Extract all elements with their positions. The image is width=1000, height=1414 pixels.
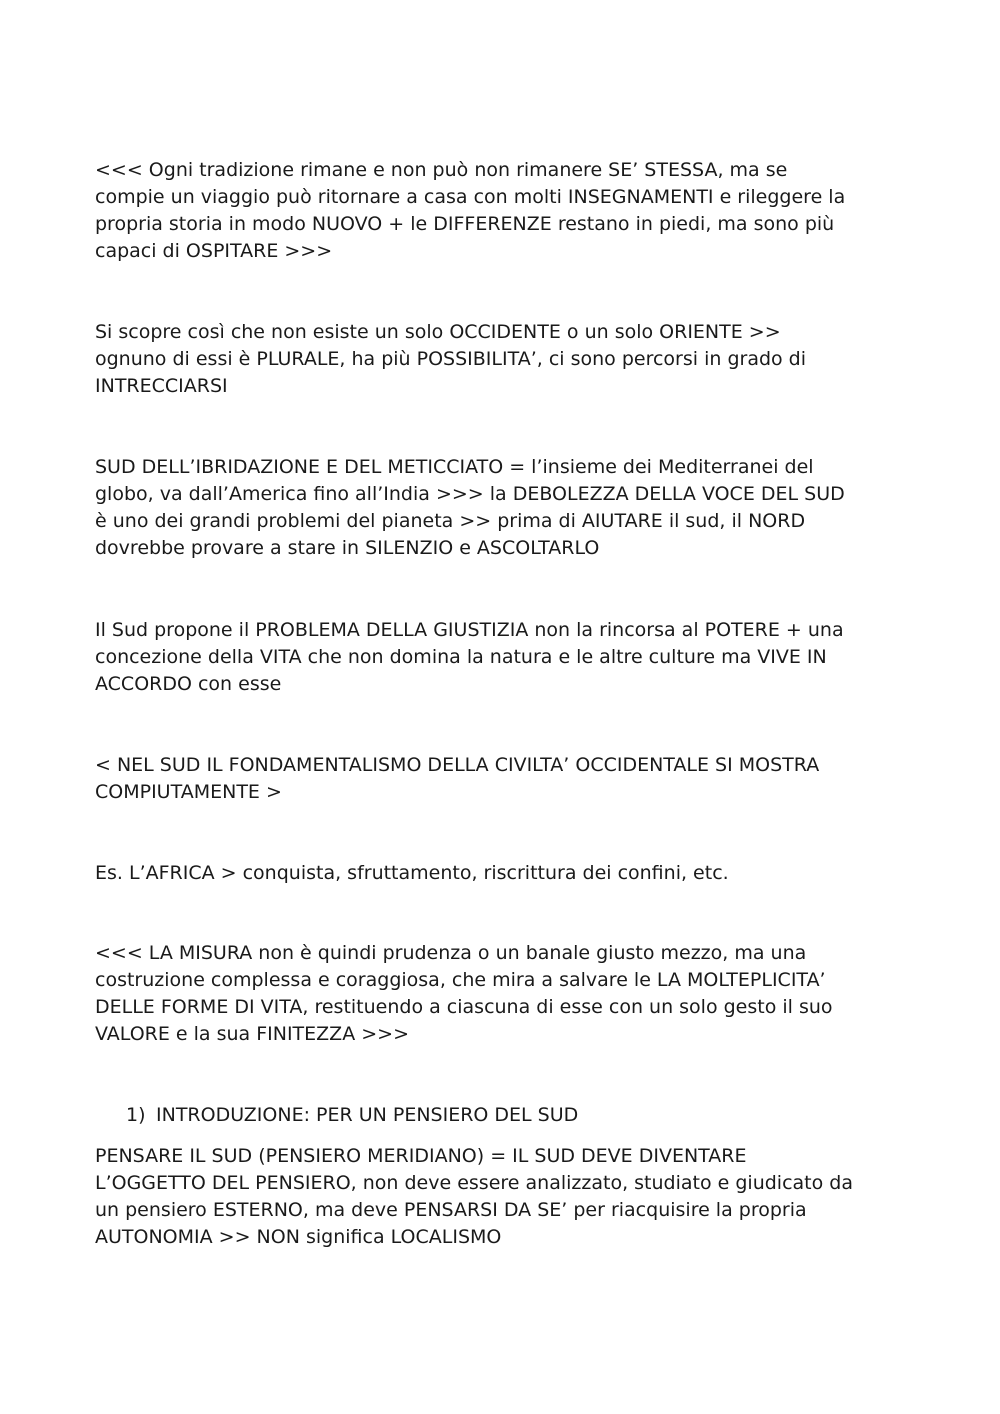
text-line: L’OGGETTO DEL PENSIERO, non deve essere analizzato, studiato e giudicato da (95, 1172, 853, 1194)
text-line: propria storia in modo NUOVO + le DIFFERENZE restano in piedi, ma sono più (95, 213, 835, 235)
text-line: dovrebbe provare a stare in SILENZIO e ASCOLTARLO (95, 537, 600, 559)
paragraph-occidente-oriente (95, 319, 910, 400)
heading-text: INTRODUZIONE: PER UN PENSIERO DEL SUD (156, 1104, 579, 1126)
text-line: un pensiero ESTERNO, ma deve PENSARSI DA SE’ per riacquisire la propria (95, 1199, 807, 1221)
text-line: è uno dei grandi problemi del pianeta >> prima di AIUTARE il sud, il NORD (95, 510, 806, 532)
text-line: ACCORDO con esse (95, 673, 282, 695)
text-line: ognuno di essi è PLURALE, ha più POSSIBILITA’, ci sono percorsi in grado di (95, 348, 807, 370)
text-line: globo, va dall’America fino all’India >>> la DEBOLEZZA DELLA VOCE DEL SUD (95, 483, 845, 505)
paragraph-tradizione (95, 157, 910, 265)
text-line: Si scopre così che non esiste un solo OCCIDENTE o un solo ORIENTE >> (95, 321, 781, 343)
text-line: INTRECCIARSI (95, 375, 228, 397)
text-line: DELLE FORME DI VITA, restituendo a ciascuna di esse con un solo gesto il suo (95, 996, 833, 1018)
paragraph-misura (95, 940, 910, 1048)
text-line: VALORE e la sua FINITEZZA >>> (95, 1023, 409, 1045)
text-line: concezione della VITA che non domina la natura e le altre culture ma VIVE IN (95, 646, 827, 668)
heading-number: 1) (126, 1104, 146, 1126)
text-line: costruzione complessa e coraggiosa, che mira a salvare le LA MOLTEPLICITA’ (95, 969, 826, 991)
paragraph-pensare-il-sud (95, 1143, 910, 1251)
text-line: capaci di OSPITARE >>> (95, 240, 333, 262)
text-line: <<< LA MISURA non è quindi prudenza o un banale giusto mezzo, ma una (95, 942, 807, 964)
paragraph-sud-ibridazione (95, 454, 910, 562)
text-line: AUTONOMIA >> NON significa LOCALISMO (95, 1226, 502, 1248)
text-line: COMPIUTAMENTE > (95, 781, 282, 803)
paragraph-africa (95, 860, 910, 887)
text-line: compie un viaggio può ritornare a casa con molti INSEGNAMENTI e rileggere la (95, 186, 846, 208)
text-line: <<< Ogni tradizione rimane e non può non rimanere SE’ STESSA, ma se (95, 159, 788, 181)
text-line: SUD DELL’IBRIDAZIONE E DEL METICCIATO = l’insieme dei Mediterranei del (95, 456, 814, 478)
text-line: Il Sud propone il PROBLEMA DELLA GIUSTIZIA non la rincorsa al POTERE + una (95, 619, 844, 641)
text-line: Es. L’AFRICA > conquista, sfruttamento, riscrittura dei confini, etc. (95, 862, 729, 884)
paragraph-fondamentalismo (95, 752, 910, 806)
text-line: PENSARE IL SUD (PENSIERO MERIDIANO) = IL SUD DEVE DIVENTARE (95, 1145, 747, 1167)
section-heading (126, 1102, 906, 1129)
text-line: < NEL SUD IL FONDAMENTALISMO DELLA CIVILTA’ OCCIDENTALE SI MOSTRA (95, 754, 820, 776)
paragraph-giustizia (95, 617, 910, 698)
